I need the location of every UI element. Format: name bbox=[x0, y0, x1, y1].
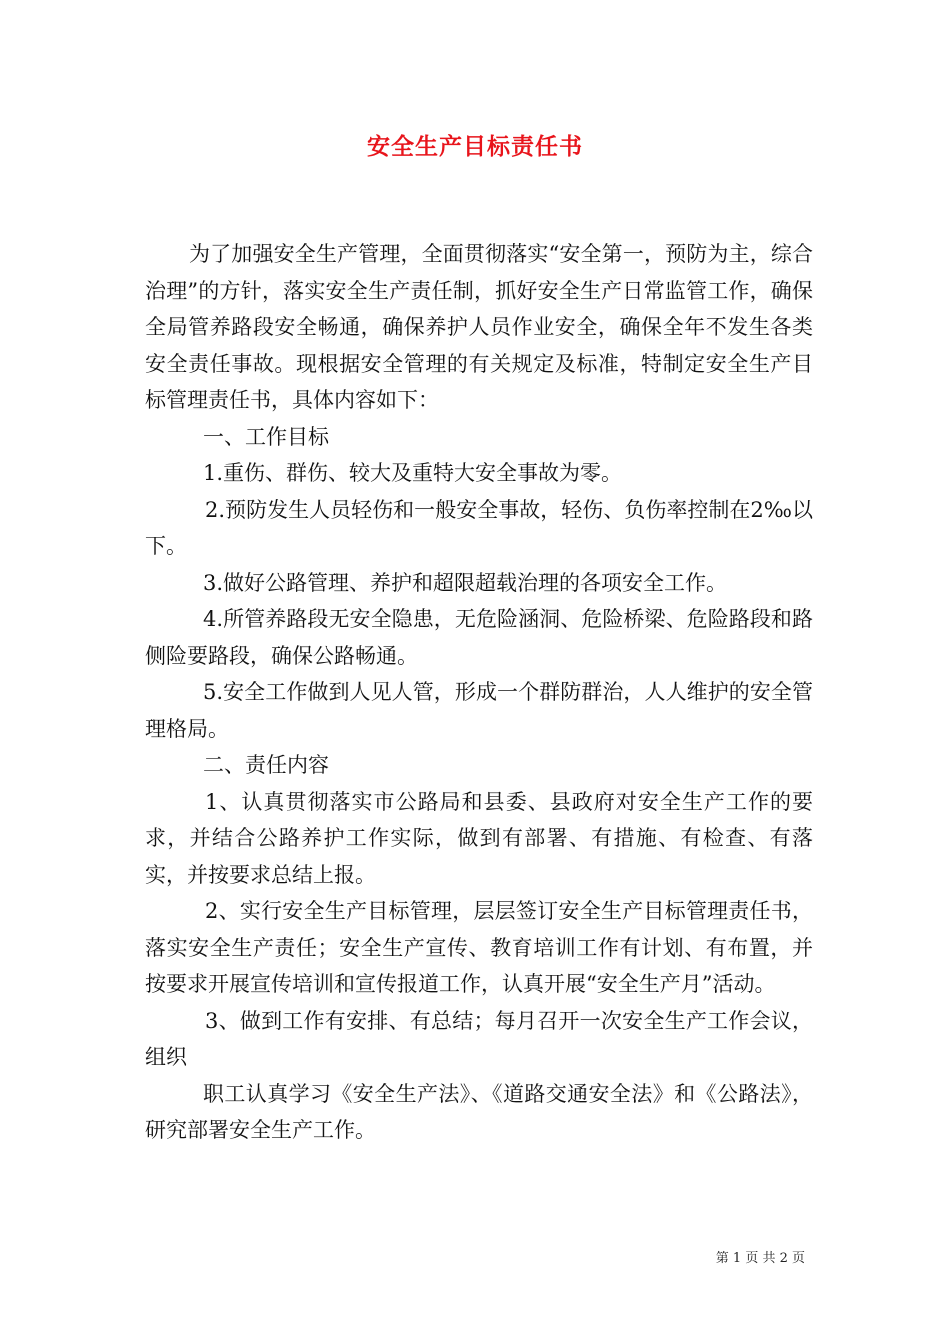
page-number: 第 1 页 共 2 页 bbox=[715, 1251, 805, 1266]
goal-item-3: 3.做好公路管理、养护和超限超载治理的各项安全工作。 bbox=[203, 570, 728, 595]
responsibility-item-3: 3、做到工作有安排、有总结；每月召开一次安全生产工作会议，组织 bbox=[145, 1008, 813, 1069]
goal-item-1: 1.重伤、群伤、较大及重特大安全事故为零。 bbox=[203, 461, 623, 485]
responsibility-item-3-continued: 职工认真学习《安全生产法》、《道路交通安全法》和《公路法》，研究部署安全生产工作。 bbox=[145, 1081, 813, 1142]
section-heading-work-goals: 一、工作目标 bbox=[203, 424, 329, 449]
section-heading-responsibilities: 二、责任内容 bbox=[203, 753, 329, 777]
responsibility-item-1: 1、认真贯彻落实市公路局和县委、县政府对安全生产工作的要求，并结合公路养护工作实际，做到有部署、有措施、有检查、有落实，并按要求总结上报。 bbox=[145, 789, 813, 887]
goal-item-2: 2.预防发生人员轻伤和一般安全事故，轻伤、负伤率控制在2‰以下。 bbox=[145, 497, 813, 558]
document-title: 安全生产目标责任书 bbox=[367, 134, 583, 160]
intro-paragraph: 为了加强安全生产管理，全面贯彻落实“安全第一，预防为主，综合治理”的方针，落实安全生产责任制，抓好安全生产日常监管工作，确保全局管养路段安全畅通，确保养护人员作业安全，确保全年不发生各类安全责任事故。现根据安全管理的有关规定及标准，特制定安全生产目标管理责任书，具体内容如下： bbox=[145, 242, 813, 412]
goal-item-5: 5.安全工作做到人见人管，形成一个群防群治，人人维护的安全管理格局。 bbox=[145, 680, 813, 741]
goal-item-4: 4.所管养路段无安全隐患，无危险涵洞、危险桥梁、危险路段和路侧险要路段，确保公路畅通。 bbox=[145, 607, 813, 668]
responsibility-item-2: 2、实行安全生产目标管理，层层签订安全生产目标管理责任书，落实安全生产责任；安全生产宣传、教育培训工作有计划、有布置，并按要求开展宣传培训和宣传报道工作，认真开展“安全生产月”活动。 bbox=[145, 899, 813, 996]
document-body bbox=[145, 236, 813, 1149]
